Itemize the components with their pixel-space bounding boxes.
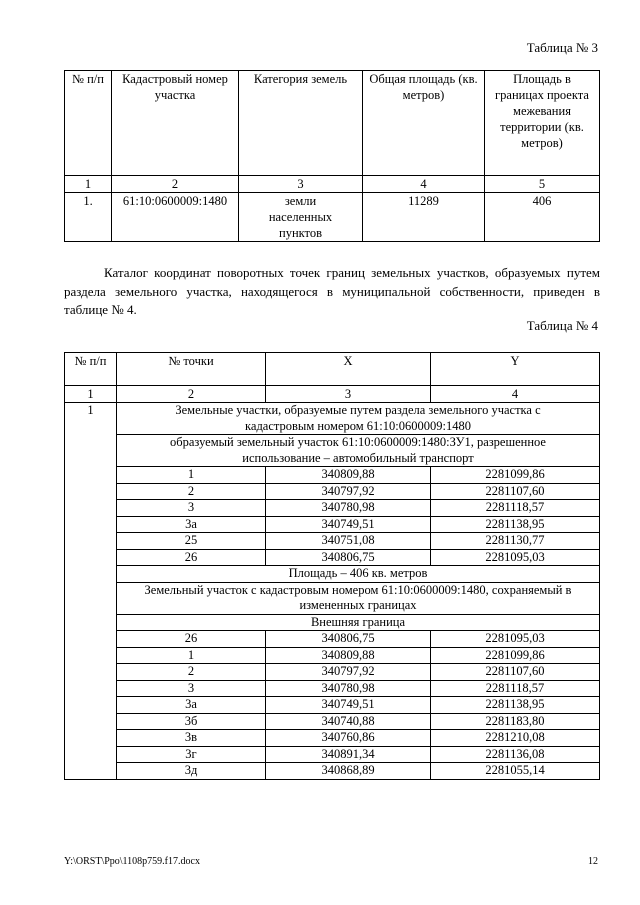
y-cell: 2281138,95 (431, 516, 600, 533)
subsection-title-row (65, 582, 600, 614)
table3-index-row (65, 176, 600, 193)
section-title: Земельные участки, образуемые путем раздела земельного участка с кадастровым номером 61:10:0600009:1480 (117, 403, 600, 435)
point-cell: 2 (117, 483, 266, 500)
table-row (65, 193, 600, 242)
point-cell: 26 (117, 631, 266, 648)
table-row (65, 697, 600, 714)
index-cell: 3 (266, 386, 431, 403)
table4-header: Y (431, 353, 600, 386)
index-cell: 1 (65, 176, 112, 193)
table-row (65, 483, 600, 500)
body-paragraph: Каталог координат поворотных точек границ земельных участков, образуемых путем раздела земельного участка, находящегося в муниципальной собственности, приведен в таблице № 4. (64, 265, 600, 317)
x-cell: 340760,86 (266, 730, 431, 747)
x-cell: 340868,89 (266, 763, 431, 780)
y-cell: 2281107,60 (431, 483, 600, 500)
subsection-title: образуемый земельный участок 61:10:0600009:1480:ЗУ1, разрешенное использование – автомобильный транспорт (117, 435, 600, 467)
index-cell: 3 (239, 176, 363, 193)
boundary-label: Внешняя граница (117, 614, 600, 631)
table-row (65, 631, 600, 648)
table-cell: 1. (65, 193, 112, 242)
coordinates-table (64, 352, 600, 780)
y-cell: 2281136,08 (431, 746, 600, 763)
table4-caption: Таблица № 4 (526, 318, 598, 333)
x-cell: 340751,08 (266, 533, 431, 550)
table-row (65, 713, 600, 730)
table-row (65, 467, 600, 484)
plot-table (64, 70, 600, 242)
y-cell: 2281095,03 (431, 549, 600, 566)
x-cell: 340780,98 (266, 680, 431, 697)
y-cell: 2281107,60 (431, 664, 600, 681)
table-row (65, 746, 600, 763)
point-cell: 3д (117, 763, 266, 780)
x-cell: 340740,88 (266, 713, 431, 730)
y-cell: 2281099,86 (431, 467, 600, 484)
table-row (65, 500, 600, 517)
index-cell: 5 (485, 176, 600, 193)
table-row (65, 533, 600, 550)
index-cell: 4 (363, 176, 485, 193)
table-cell: 11289 (363, 193, 485, 242)
point-cell: 3 (117, 500, 266, 517)
table3-header: Общая площадь (кв. метров) (363, 71, 485, 176)
point-cell: 26 (117, 549, 266, 566)
table3-caption: Таблица № 3 (526, 40, 598, 55)
table-row (65, 647, 600, 664)
subsection-title: Земельный участок с кадастровым номером 61:10:0600009:1480, сохраняемый в измененных границах (117, 582, 600, 614)
point-cell: 3а (117, 697, 266, 714)
x-cell: 340806,75 (266, 631, 431, 648)
point-cell: 2 (117, 664, 266, 681)
x-cell: 340891,34 (266, 746, 431, 763)
table-row (65, 516, 600, 533)
x-cell: 340780,98 (266, 500, 431, 517)
y-cell: 2281118,57 (431, 500, 600, 517)
y-cell: 2281138,95 (431, 697, 600, 714)
table3-header: Площадь в границах проекта межевания территории (кв. метров) (485, 71, 600, 176)
table3-header: Категория земель (239, 71, 363, 176)
table3-header-row (65, 71, 600, 176)
point-cell: 3 (117, 680, 266, 697)
footer-file-path: Y:\ORST\Ppo\1108p759.f17.docx (64, 856, 200, 867)
y-cell: 2281183,80 (431, 713, 600, 730)
y-cell: 2281210,08 (431, 730, 600, 747)
x-cell: 340809,88 (266, 467, 431, 484)
y-cell: 2281099,86 (431, 647, 600, 664)
index-cell: 1 (65, 386, 117, 403)
section-title-row (65, 403, 600, 435)
page-number: 12 (588, 856, 598, 867)
table-row (65, 730, 600, 747)
table-row (65, 680, 600, 697)
table-row (65, 549, 600, 566)
subsection-title-row (65, 435, 600, 467)
table-cell: земли населенных пунктов (239, 193, 363, 242)
point-cell: 3а (117, 516, 266, 533)
table-cell: 61:10:0600009:1480 (112, 193, 239, 242)
y-cell: 2281118,57 (431, 680, 600, 697)
row-number-cell: 1 (65, 403, 117, 780)
table-row (65, 763, 600, 780)
x-cell: 340806,75 (266, 549, 431, 566)
table4-header: № п/п (65, 353, 117, 386)
point-cell: 3г (117, 746, 266, 763)
x-cell: 340797,92 (266, 664, 431, 681)
table4-header-row (65, 353, 600, 386)
index-cell: 2 (112, 176, 239, 193)
index-cell: 4 (431, 386, 600, 403)
area-row: Площадь – 406 кв. метров (117, 566, 600, 583)
x-cell: 340809,88 (266, 647, 431, 664)
point-cell: 1 (117, 647, 266, 664)
x-cell: 340797,92 (266, 483, 431, 500)
table4-header: X (266, 353, 431, 386)
y-cell: 2281095,03 (431, 631, 600, 648)
table3-header: № п/п (65, 71, 112, 176)
point-cell: 3в (117, 730, 266, 747)
x-cell: 340749,51 (266, 697, 431, 714)
table4-header: № точки (117, 353, 266, 386)
point-cell: 1 (117, 467, 266, 484)
point-cell: 25 (117, 533, 266, 550)
index-cell: 2 (117, 386, 266, 403)
x-cell: 340749,51 (266, 516, 431, 533)
table-row (65, 664, 600, 681)
table3-header: Кадастровый номер участка (112, 71, 239, 176)
y-cell: 2281130,77 (431, 533, 600, 550)
area-row-row (65, 566, 600, 583)
point-cell: 3б (117, 713, 266, 730)
y-cell: 2281055,14 (431, 763, 600, 780)
boundary-label-row (65, 614, 600, 631)
table4-index-row (65, 386, 600, 403)
table-cell: 406 (485, 193, 600, 242)
